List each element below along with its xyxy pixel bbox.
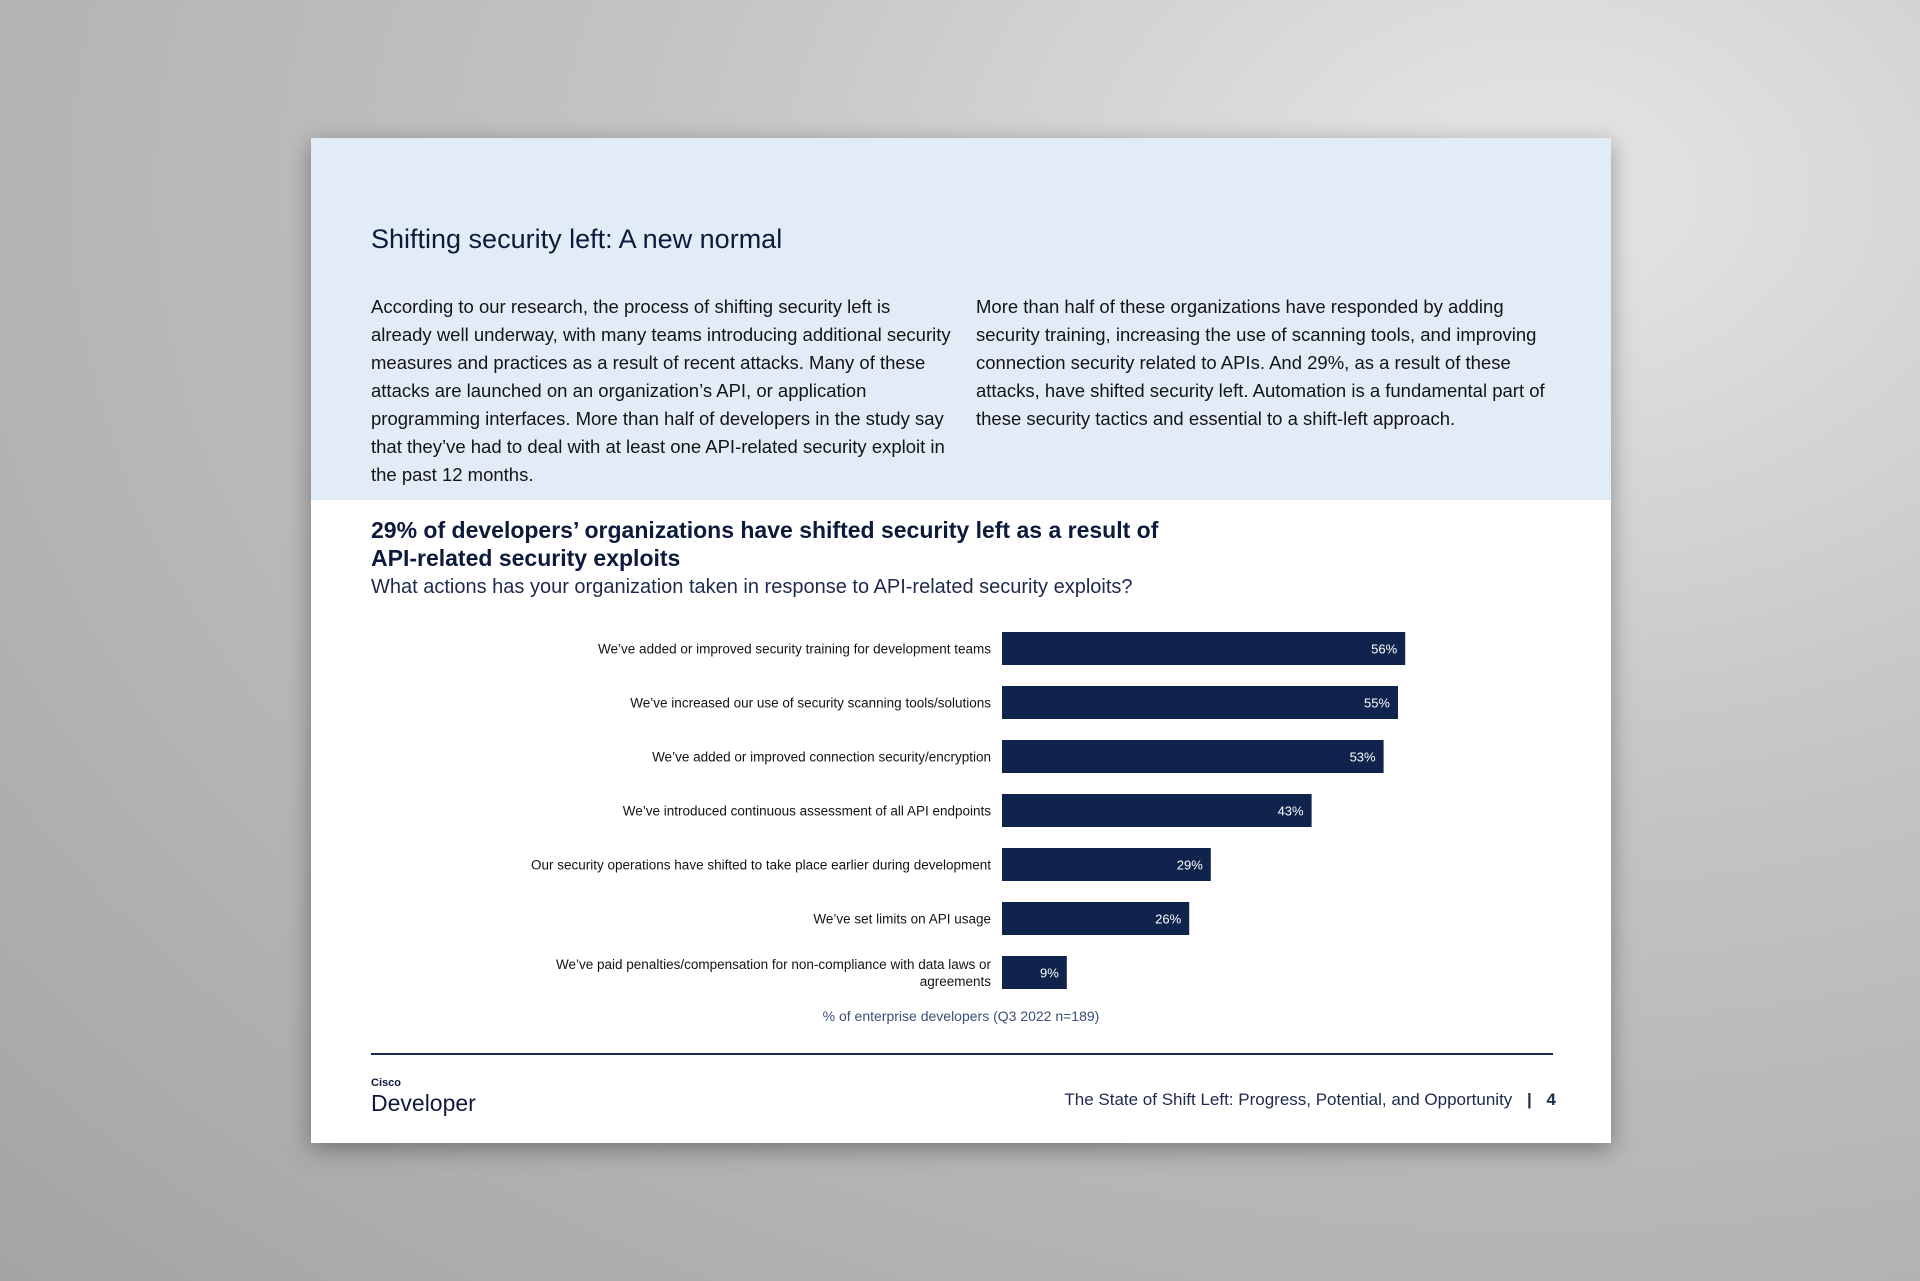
category-label-4: We’ve introduced continuous assessment of all API endpoints [622,803,991,819]
category-label-5: Our security operations have shifted to take place earlier during development [530,857,991,873]
intro-paragraph-left: According to our research, the process of shifting security left is already well underway, with many teams introducing additional security measures and practices as a result of recent attacks. Many of these attacks are launched on an organization’s API, or application programming interfaces. More than half of developers in the study say that they’ve had to deal with at least one API-related security exploit in the past 12 months. [371,295,951,485]
footer-info [1064,1090,1556,1110]
chart-title: 29% of developers’ organizations have shifted security left as a result of API-related security exploits [371,517,1159,571]
bar-chart [311,138,1611,1143]
bar-value-label-3: 53% [1349,749,1376,765]
bar-value-label-4: 43% [1277,803,1304,819]
chart-footnote: % of enterprise developers (Q3 2022 n=189) [822,1008,1100,1024]
footer-separator: | [1527,1090,1532,1109]
category-label-7: We’ve paid penalties/compensation for non-compliance with data laws or agreements [556,957,991,989]
bar-4 [1002,794,1312,827]
bar-value-label-5: 29% [1176,857,1203,873]
category-label-1: We’ve added or improved security training for development teams [598,641,991,657]
report-page [311,138,1611,1143]
bar-2 [1002,686,1398,719]
bar-value-label-2: 55% [1363,695,1390,711]
bar-1 [1002,632,1405,665]
section-title: Shifting security left: A new normal [371,224,783,254]
brand-cisco: Cisco [371,1077,401,1089]
category-label-3: We’ve added or improved connection security/encryption [652,749,991,765]
bar-3 [1002,740,1384,773]
brand-developer: Developer [371,1090,476,1116]
category-label-2: We’ve increased our use of security scanning tools/solutions [630,695,991,711]
intro-paragraph-right: More than half of these organizations have responded by adding security training, increasing the use of scanning tools, and improving connection security related to APIs. And 29%, as a result of these attacks, have shifted security left. Automation is a fundamental part of these security tactics and essential to a shift-left approach. [976,295,1545,429]
page-number: 4 [1546,1090,1556,1109]
footer-divider [371,1053,1553,1055]
category-label-6: We’ve set limits on API usage [813,911,991,927]
document-title: The State of Shift Left: Progress, Potential, and Opportunity [1064,1090,1513,1109]
bar-value-label-1: 56% [1371,641,1398,657]
bar-value-label-6: 26% [1155,911,1182,927]
cisco-developer-logo [371,1077,476,1116]
chart-subtitle: What actions has your organization taken in response to API-related security exploits? [371,576,1133,598]
bar-value-label-7: 9% [1040,965,1059,981]
